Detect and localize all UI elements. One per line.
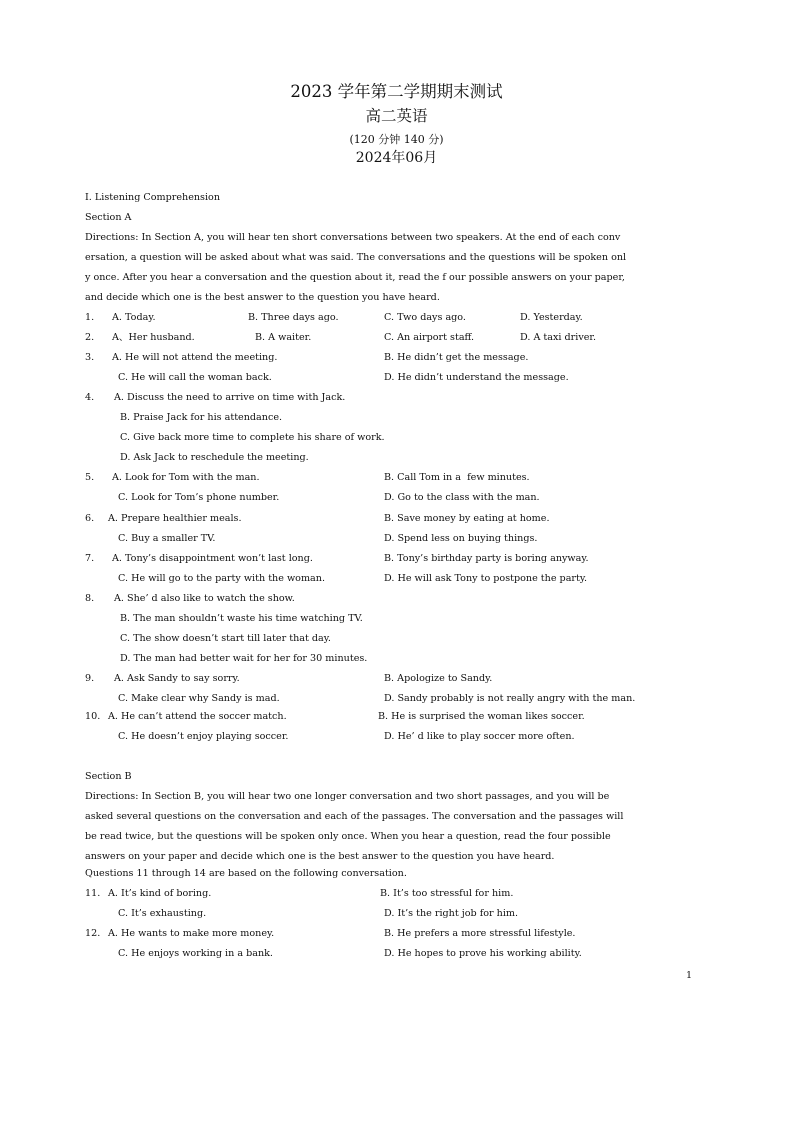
section-a-directions-line: ersation, a question will be asked about what was said. The conversations and the questions will be spoken onl [85, 252, 627, 263]
page-number: 1 [686, 970, 693, 981]
option-d: D. Ask Jack to reschedule the meeting. [120, 452, 309, 463]
option-d: D. He will ask Tony to postpone the party. [384, 573, 588, 584]
question-number: 3. [85, 352, 95, 363]
option-c: C. He will call the woman back. [118, 372, 272, 383]
section-b-directions-line: asked several questions on the conversation and each of the passages. The conversation and the passages will [85, 811, 624, 822]
option-d: D. A taxi driver. [520, 332, 597, 343]
option-c: C. He will go to the party with the woman. [118, 573, 325, 584]
option-a: A. He wants to make more money. [108, 928, 275, 939]
section-a-directions-line: Directions: In Section A, you will hear ten short conversations between two speakers. At the end of each conv [85, 232, 621, 243]
section-a-directions-line: and decide which one is the best answer to the question you have heard. [85, 292, 440, 303]
section-b-directions-line: Directions: In Section B, you will hear two one longer conversation and two short passages, and you will be [85, 791, 610, 802]
option-a: A. Look for Tom with the man. [112, 472, 260, 483]
question-number: 12. [85, 928, 101, 939]
option-d: D. Yesterday. [520, 312, 583, 323]
option-b: B. Praise Jack for his attendance. [120, 412, 283, 423]
exam-subject: 高二英语 [365, 107, 428, 125]
question-number: 8. [85, 593, 95, 604]
option-a: A. She’ d also like to watch the show. [114, 593, 295, 604]
section-a-directions-line: y once. After you hear a conversation and the question about it, read the f our possible answers on your paper, [85, 272, 625, 283]
option-b: B. A waiter. [255, 332, 312, 343]
option-c: C. He doesn’t enjoy playing soccer. [118, 731, 289, 742]
option-a: A. Prepare healthier meals. [108, 513, 242, 524]
option-d: D. He didn’t understand the message. [384, 372, 569, 383]
question-number: 1. [85, 312, 95, 323]
option-b: B. Three days ago. [248, 312, 339, 323]
question-number: 11. [85, 888, 101, 899]
option-c: C. Look for Tom’s phone number. [118, 492, 280, 503]
section-b-directions-line: answers on your paper and decide which one is the best answer to the question you have heard. [85, 851, 555, 862]
option-b: B. Apologize to Sandy. [384, 673, 493, 684]
option-a: A. He will not attend the meeting. [112, 352, 278, 363]
question-number: 5. [85, 472, 95, 483]
question-number: 7. [85, 553, 95, 564]
option-b: B. Tony’s birthday party is boring anyway. [384, 553, 589, 564]
option-b: B. Call Tom in a few minutes. [384, 472, 530, 483]
option-a: A、Her husband. [112, 332, 195, 343]
part-heading: I. Listening Comprehension [85, 192, 221, 203]
option-c: C. He enjoys working in a bank. [118, 948, 273, 959]
option-a: A. Tony’s disappointment won’t last long. [112, 553, 313, 564]
option-d: D. Spend less on buying things. [384, 533, 538, 544]
option-b: B. He didn’t get the message. [384, 352, 529, 363]
option-a: A. It’s kind of boring. [108, 888, 212, 899]
question-number: 9. [85, 673, 95, 684]
exam-time-score: (120 分钟 140 分) [349, 133, 444, 146]
exam-title: 2023 学年第二学期期末测试 [290, 82, 503, 101]
option-a: A. Ask Sandy to say sorry. [114, 673, 240, 684]
question-number: 6. [85, 513, 95, 524]
section-a-heading: Section A [85, 212, 132, 223]
section-b-heading: Section B [85, 771, 132, 782]
option-c: C. An airport staff. [384, 332, 475, 343]
option-d: D. The man had better wait for her for 30 minutes. [120, 653, 368, 664]
option-d: D. He hopes to prove his working ability. [384, 948, 582, 959]
option-d: D. Sandy probably is not really angry with the man. [384, 693, 636, 704]
section-b-directions-line: be read twice, but the questions will be spoken only once. When you hear a question, read the four possible [85, 831, 611, 842]
section-b-intro: Questions 11 through 14 are based on the following conversation. [85, 868, 407, 879]
option-a: A. Today. [112, 312, 156, 323]
option-a: A. Discuss the need to arrive on time with Jack. [114, 392, 346, 403]
option-d: D. He’ d like to play soccer more often. [384, 731, 575, 742]
option-b: B. He prefers a more stressful lifestyle. [384, 928, 576, 939]
option-c: C. Buy a smaller TV. [118, 533, 216, 544]
option-c: C. The show doesn’t start till later that day. [120, 633, 331, 644]
option-b: B. The man shouldn’t waste his time watching TV. [120, 613, 363, 624]
option-c: C. Two days ago. [384, 312, 466, 323]
option-c: C. Give back more time to complete his share of work. [120, 432, 385, 443]
option-d: D. Go to the class with the man. [384, 492, 540, 503]
option-b: B. It’s too stressful for him. [380, 888, 514, 899]
option-b: B. He is surprised the woman likes soccer. [378, 711, 585, 722]
option-d: D. It’s the right job for him. [384, 908, 519, 919]
option-b: B. Save money by eating at home. [384, 513, 550, 524]
question-number: 4. [85, 392, 95, 403]
option-c: C. Make clear why Sandy is mad. [118, 693, 280, 704]
question-number: 2. [85, 332, 95, 343]
option-a: A. He can’t attend the soccer match. [108, 711, 287, 722]
option-c: C. It’s exhausting. [118, 908, 207, 919]
question-number: 10. [85, 711, 101, 722]
exam-date: 2024年06月 [355, 150, 438, 166]
